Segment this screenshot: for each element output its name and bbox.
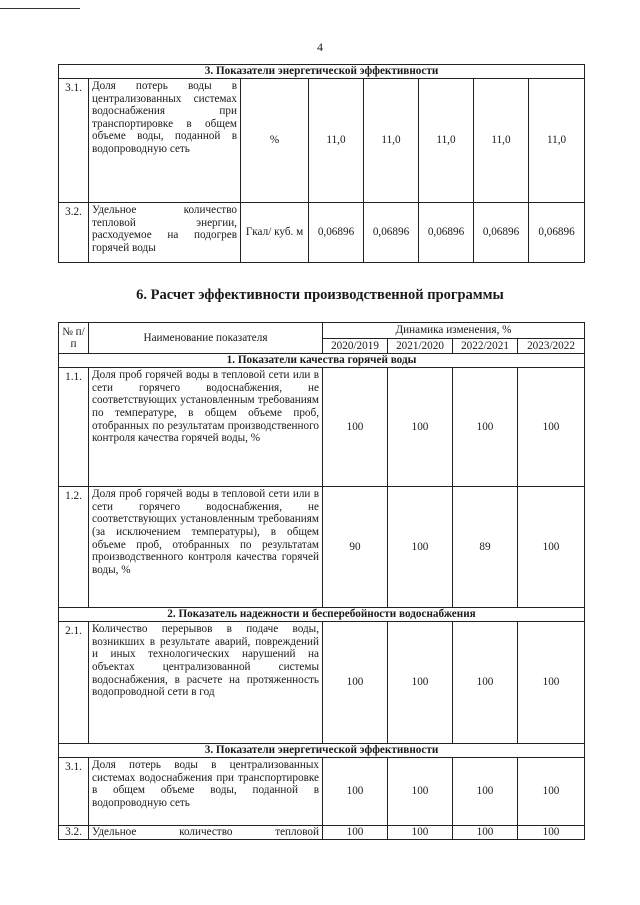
value-cell: 100 [323,368,388,487]
value-cell: 100 [518,758,585,826]
efficiency-calculation-table [58,322,585,840]
value-cell: 100 [453,622,518,744]
value-cell: 0,06896 [419,203,474,263]
row-number: 1.2. [59,487,89,608]
table-row [59,826,585,840]
value-cell: 100 [453,758,518,826]
period-header: 2021/2020 [388,338,453,354]
value-cell: 100 [388,368,453,487]
column-header-name: Наименование показателя [89,323,323,354]
indicator-name: Количество перерывов в подаче воды, возникших в результате аварий, повреждений и иных технологических нарушений на объектах централизованной системы водоснабжения, в расчете на протяженность водопроводной сети в год [89,622,323,744]
period-header: 2020/2019 [323,338,388,354]
value-cell: 0,06896 [474,203,529,263]
value-cell: 100 [388,622,453,744]
value-cell: 0,06896 [364,203,419,263]
period-header: 2022/2021 [453,338,518,354]
table-row [59,487,585,608]
value-cell: 11,0 [364,79,419,203]
value-cell: 100 [323,758,388,826]
table-row [59,203,585,263]
section-title: 3. Показатели энергетической эффективности [59,65,585,79]
period-header: 2023/2022 [518,338,585,354]
indicator-name: Доля потерь воды в централизованных системах водоснабжения при транспортировке в общем объеме воды, поданной в водопроводную сеть [89,758,323,826]
value-cell: 100 [388,487,453,608]
section-title: 2. Показатель надежности и бесперебойности водоснабжения [59,608,585,622]
value-cell: 100 [518,622,585,744]
table-row [59,622,585,744]
table-row [59,79,585,203]
value-cell: 100 [518,487,585,608]
indicator-name: Удельное количество тепловой энергии, расходуемое на подогрев горячей воды [89,203,241,263]
indicator-name: Удельное количество тепловой [89,826,323,840]
row-number: 3.2. [59,826,89,840]
row-number: 1.1. [59,368,89,487]
value-cell: 100 [453,826,518,840]
indicator-name: Доля проб горячей воды в тепловой сети или в сети горячего водоснабжения, не соответствующих установленным требованиям по температуре, в общем объеме проб, отобранных по результатам производственного контроля качества горячей воды, % [89,368,323,487]
corner-rule [0,8,80,9]
value-cell: 100 [388,758,453,826]
section-title: 1. Показатели качества горячей воды [59,354,585,368]
unit: % [241,79,309,203]
table-row [59,368,585,487]
value-cell: 11,0 [419,79,474,203]
value-cell: 90 [323,487,388,608]
value-cell: 100 [323,826,388,840]
page-number: 4 [317,40,323,54]
value-cell: 11,0 [309,79,364,203]
row-number: 3.2. [59,203,89,263]
table-row [59,758,585,826]
section-title: 3. Показатели энергетической эффективности [59,744,585,758]
value-cell: 0,06896 [529,203,585,263]
value-cell: 89 [453,487,518,608]
value-cell: 100 [518,826,585,840]
value-cell: 100 [518,368,585,487]
row-number: 3.1. [59,758,89,826]
column-header-number: № п/п [59,323,89,354]
energy-efficiency-table [58,64,585,263]
column-header-dynamics: Динамика изменения, % [323,323,585,339]
section-heading: 6. Расчет эффективности производственной программы [136,287,504,303]
indicator-name: Доля проб горячей воды в тепловой сети или в сети горячего водоснабжения, не соответствующих установленным требованиям (за исключением температуры), в общем объеме проб, отобранных по результатам производственного контроля качества горячей воды, % [89,487,323,608]
value-cell: 0,06896 [309,203,364,263]
row-number: 3.1. [59,79,89,203]
value-cell: 11,0 [474,79,529,203]
row-number: 2.1. [59,622,89,744]
unit: Гкал/ куб. м [241,203,309,263]
indicator-name: Доля потерь воды в централизованных системах водоснабжения при транспортировке в общем объеме воды, поданной в водопроводную сеть [89,79,241,203]
value-cell: 11,0 [529,79,585,203]
value-cell: 100 [388,826,453,840]
value-cell: 100 [453,368,518,487]
value-cell: 100 [323,622,388,744]
